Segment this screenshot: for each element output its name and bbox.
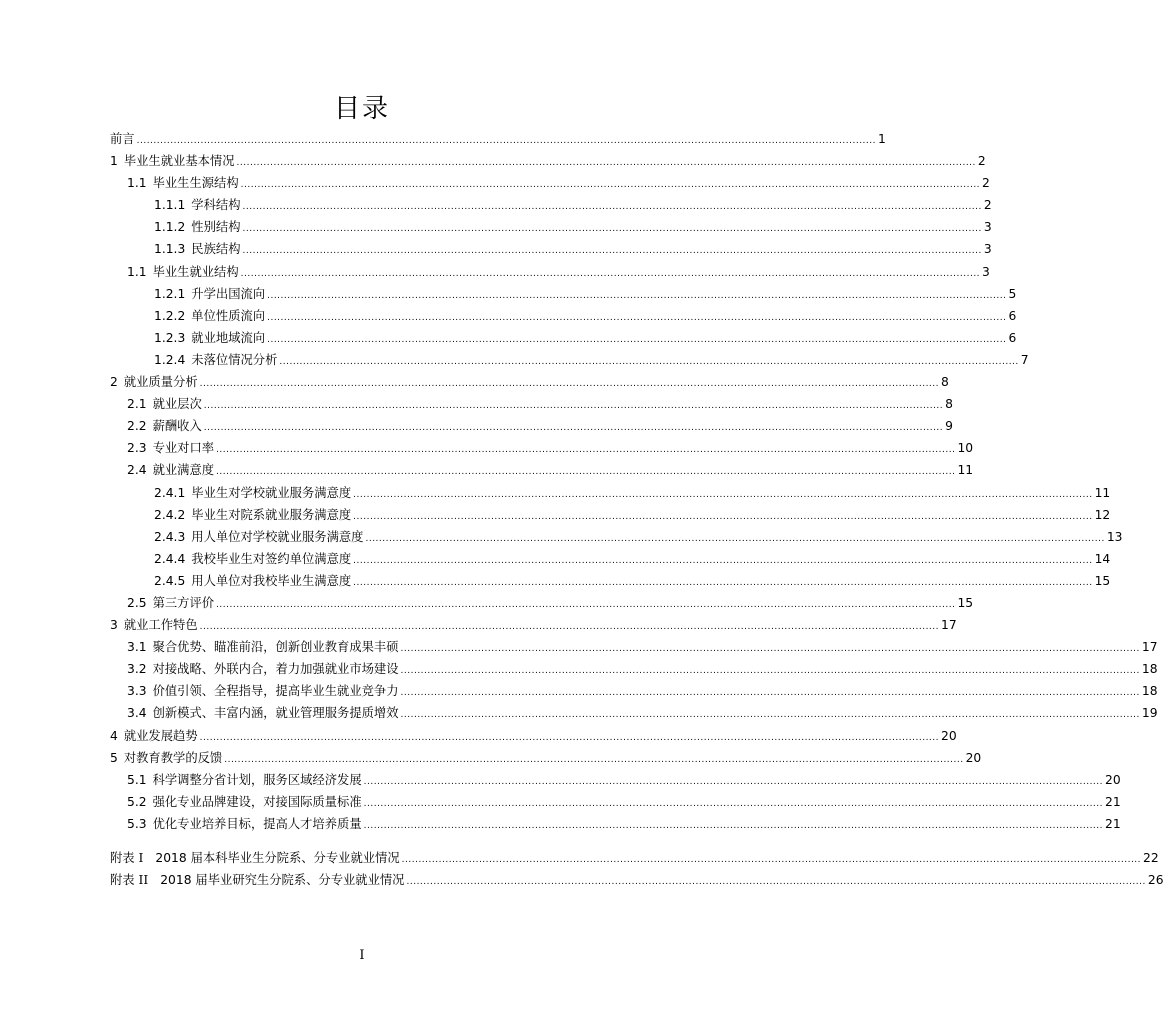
dot-leader: ............................................................................................................................................................................................................................ (224, 754, 964, 765)
toc-entry-number: 2.4 (127, 463, 147, 478)
dot-leader: ............................................................................................................................................................................................................................ (353, 577, 1093, 588)
toc-entry-title: 单位性质流向 (191, 308, 266, 323)
toc-entry-page: 18 (1141, 662, 1158, 677)
dot-leader: ............................................................................................................................................................................................................................ (406, 877, 1146, 888)
toc-entry[interactable] (110, 437, 974, 459)
toc-entry[interactable] (110, 371, 949, 393)
toc-entry-number: 2.4.3 (154, 529, 186, 544)
toc-entry[interactable] (110, 725, 957, 747)
toc-entry[interactable] (110, 570, 1111, 592)
toc-entry[interactable] (110, 482, 1111, 504)
toc-entry-number: 3 (110, 618, 118, 633)
toc-entry[interactable] (110, 349, 1029, 371)
dot-leader: ............................................................................................................................................................................................................................ (240, 268, 981, 279)
toc-entry-title: 毕业生对学校就业服务满意度 (191, 485, 352, 500)
toc-entry-page: 7 (1020, 352, 1029, 367)
dot-leader: ............................................................................................................................................................................................................................ (216, 599, 956, 610)
toc-entry-number: 2.4.2 (154, 507, 186, 522)
dot-leader: ............................................................................................................................................................................................................................ (203, 401, 944, 412)
dot-leader: ............................................................................................................................................................................................................................ (401, 855, 1142, 865)
toc-entry-number: 2 (110, 375, 118, 390)
toc-entry-page: 15 (1094, 573, 1111, 588)
toc-entry-page: 11 (957, 463, 974, 478)
dot-leader: ............................................................................................................................................................................................................................ (353, 555, 1093, 566)
toc-entry-page: 20 (965, 750, 982, 765)
toc-entry[interactable] (110, 813, 1121, 835)
toc-entry-number: 2.4.5 (154, 573, 186, 588)
dot-leader: ............................................................................................................................................................................................................................ (267, 290, 1007, 301)
toc-entry-number: 5.1 (127, 772, 147, 787)
toc-entry[interactable] (110, 216, 992, 238)
toc-entry[interactable] (110, 172, 990, 194)
toc-entry-page: 8 (941, 375, 949, 390)
toc-entry-page: 19 (1141, 706, 1158, 721)
dot-leader: ............................................................................................................................................................................................................................ (279, 356, 1019, 367)
dot-leader: ............................................................................................................................................................................................................................ (199, 732, 940, 743)
toc-entry-title: 毕业生就业基本情况 (123, 154, 235, 169)
toc-entry-title: 毕业生生源结构 (152, 176, 239, 191)
dot-leader: ............................................................................................................................................................................................................................ (353, 489, 1093, 500)
toc-entry[interactable] (110, 415, 953, 437)
toc-entry-title: 就业满意度 (152, 463, 215, 478)
toc-entry[interactable] (110, 305, 1017, 327)
toc-entry-page: 2 (977, 154, 986, 169)
toc-entry[interactable] (110, 393, 953, 415)
toc-entry[interactable] (110, 769, 1121, 791)
toc-entry-page: 6 (1008, 308, 1017, 323)
toc-entry-page: 2 (982, 176, 990, 191)
toc-entry-title: 第三方评价 (152, 595, 215, 610)
toc-entry-title: 对教育教学的反馈 (123, 750, 223, 765)
dot-leader: ............................................................................................................................................................................................................................ (400, 688, 1140, 699)
toc-entry-title: 薪酬收入 (152, 419, 202, 434)
dot-leader: ............................................................................................................................................................................................................................ (240, 180, 981, 191)
dot-leader: ............................................................................................................................................................................................................................ (363, 776, 1104, 787)
toc-entry-page: 21 (1105, 794, 1121, 809)
toc-entry-title: 聚合优势、瞄准前沿，创新创业教育成果丰硕 (152, 640, 399, 655)
toc-entry-number: 1.1 (127, 264, 147, 279)
dot-leader: ............................................................................................................................................................................................................................ (365, 533, 1105, 544)
toc-entry-number: 3.3 (127, 684, 147, 699)
toc-entry-title: 用人单位对学校就业服务满意度 (191, 529, 364, 544)
dot-leader: ............................................................................................................................................................................................................................ (199, 622, 940, 633)
toc-entry[interactable] (110, 791, 1121, 813)
toc-entry-title: 升学出国流向 (191, 286, 266, 301)
toc-entry[interactable] (110, 459, 974, 481)
toc-entry[interactable] (110, 194, 992, 216)
dot-leader: ............................................................................................................................................................................................................................ (199, 379, 940, 390)
toc-entry-number: 2.4.1 (154, 485, 186, 500)
dot-leader: ............................................................................................................................................................................................................................ (242, 202, 982, 213)
dot-leader: ............................................................................................................................................................................................................................ (353, 511, 1093, 522)
appendix-page: 22 (1143, 851, 1159, 865)
appendix-entry[interactable] (110, 847, 1159, 869)
toc-entry-number: 1.2.2 (154, 308, 186, 323)
toc-entry-page: 15 (957, 595, 974, 610)
toc-entry-number: 3.1 (127, 640, 147, 655)
toc-entry-title: 用人单位对我校毕业生满意度 (191, 573, 352, 588)
dot-leader: ............................................................................................................................................................................................................................ (242, 246, 982, 257)
dot-leader: ............................................................................................................................................................................................................................ (242, 224, 982, 235)
toc-entry[interactable] (110, 614, 957, 636)
toc-entry-page: 20 (1105, 772, 1121, 787)
toc-entry-title: 就业地域流向 (191, 330, 266, 345)
toc-entry-title: 就业质量分析 (123, 375, 198, 390)
dot-leader: ............................................................................................................................................................................................................................ (400, 666, 1140, 677)
toc-entry-page: 6 (1008, 330, 1017, 345)
dot-leader: ............................................................................................................................................................................................................................ (136, 136, 876, 146)
toc-entry-number: 1 (110, 154, 118, 169)
toc-entry-title: 科学调整分省计划，服务区域经济发展 (152, 772, 362, 787)
toc-entry-title: 优化专业培养目标，提高人才培养质量 (152, 816, 362, 831)
toc-entry-title: 毕业生对院系就业服务满意度 (191, 507, 352, 522)
toc-entry-number: 2.2 (127, 419, 147, 434)
toc-entry-title: 价值引领、全程指导，提高毕业生就业竞争力 (152, 684, 399, 699)
dot-leader: ............................................................................................................................................................................................................................ (363, 820, 1104, 831)
dot-leader: ............................................................................................................................................................................................................................ (203, 423, 944, 434)
toc-entry-number: 5 (110, 750, 118, 765)
toc-entry-title: 性别结构 (191, 220, 241, 235)
toc-entry-number: 5.3 (127, 816, 147, 831)
toc-entry[interactable] (110, 592, 974, 614)
toc-entry-number: 2.1 (127, 397, 147, 412)
toc-entry-page: 3 (982, 264, 990, 279)
toc-entry-title: 就业工作特色 (123, 618, 198, 633)
toc-entry-number: 3.2 (127, 662, 147, 677)
toc-entry-number: 2.3 (127, 441, 147, 456)
toc-entry-title: 未落位情况分析 (191, 352, 278, 367)
toc-entry-page: 12 (1094, 507, 1111, 522)
toc-entry[interactable] (110, 658, 1158, 680)
appendix-entry[interactable] (110, 869, 1164, 891)
dot-leader: ............................................................................................................................................................................................................................ (236, 158, 976, 169)
toc-entry[interactable] (110, 548, 1111, 570)
dot-leader: ............................................................................................................................................................................................................................ (216, 467, 956, 478)
toc-entry-number: 1.2.1 (154, 286, 186, 301)
toc-entry-title: 就业发展趋势 (123, 728, 198, 743)
toc-entry-page: 2 (983, 198, 992, 213)
toc-entry-number: 3.4 (127, 706, 147, 721)
dot-leader: ............................................................................................................................................................................................................................ (400, 644, 1140, 655)
toc-entry-number: 1.1.1 (154, 198, 186, 213)
toc-entry-number: 1.2.3 (154, 330, 186, 345)
toc-entry-page: 3 (983, 220, 992, 235)
appendix-page: 26 (1147, 873, 1164, 888)
toc-entry-page: 20 (941, 728, 957, 743)
appendix-prefix: 附表 II (110, 873, 149, 888)
toc-entry-page: 9 (945, 419, 953, 434)
dot-leader: ............................................................................................................................................................................................................................ (216, 445, 956, 456)
toc-entry-page: 10 (957, 441, 974, 456)
appendix-prefix: 附表 I (110, 851, 144, 865)
toc-entry-page: 1 (878, 132, 886, 146)
toc-entry[interactable] (110, 702, 1158, 724)
toc-entry-title: 学科结构 (191, 198, 241, 213)
toc-entry-title: 就业层次 (152, 397, 202, 412)
toc-entry-title: 专业对口率 (152, 441, 215, 456)
toc-entry-page: 14 (1094, 551, 1111, 566)
toc-entry-title: 民族结构 (191, 242, 241, 257)
dot-leader: ............................................................................................................................................................................................................................ (400, 710, 1140, 721)
toc-entry-page: 21 (1105, 816, 1121, 831)
dot-leader: ............................................................................................................................................................................................................................ (267, 312, 1007, 323)
toc-entry-page: 18 (1141, 684, 1158, 699)
toc-entry-number: 1.1.2 (154, 220, 186, 235)
toc-entry-page: 3 (983, 242, 992, 257)
toc-entry-number: 2.5 (127, 595, 147, 610)
toc-entry-page: 8 (945, 397, 953, 412)
dot-leader: ............................................................................................................................................................................................................................ (363, 798, 1104, 809)
toc-entry-title: 对接战略、外联内合，着力加强就业市场建设 (152, 662, 399, 677)
toc-entry-number: 1.2.4 (154, 352, 186, 367)
toc-entry-title: 毕业生就业结构 (152, 264, 239, 279)
toc-entry-number: 4 (110, 728, 118, 743)
toc-entry[interactable] (110, 238, 992, 260)
toc-entry[interactable] (110, 526, 1123, 548)
toc-entry[interactable] (110, 504, 1111, 526)
page-number: I (359, 948, 365, 963)
toc-entry-page: 17 (941, 618, 957, 633)
toc-entry[interactable] (110, 636, 1158, 658)
toc-entry[interactable] (110, 150, 986, 172)
toc-entry[interactable] (110, 327, 1017, 349)
toc-entry-title: 我校毕业生对签约单位满意度 (191, 551, 352, 566)
toc-entry-title: 前言 (110, 132, 135, 146)
toc-entry-page: 5 (1008, 286, 1017, 301)
appendix-title: 2018 届本科毕业生分院系、分专业就业情况 (155, 851, 400, 865)
table-of-contents (110, 128, 1164, 891)
toc-entry[interactable] (110, 283, 1017, 305)
toc-entry-page: 13 (1106, 529, 1123, 544)
page-title: 目录 (333, 94, 390, 124)
toc-entry-title: 创新模式、丰富内涵，就业管理服务提质增效 (152, 706, 399, 721)
toc-entry-page: 11 (1094, 485, 1111, 500)
dot-leader: ............................................................................................................................................................................................................................ (267, 334, 1007, 345)
toc-entry-number: 2.4.4 (154, 551, 186, 566)
appendix-title: 2018 届毕业研究生分院系、分专业就业情况 (160, 873, 405, 888)
toc-entry-number: 1.1.3 (154, 242, 186, 257)
toc-entry-number: 1.1 (127, 176, 147, 191)
toc-entry[interactable] (110, 128, 886, 150)
toc-entry-page: 17 (1141, 640, 1158, 655)
toc-entry[interactable] (110, 680, 1158, 702)
toc-entry[interactable] (110, 261, 990, 283)
toc-entry-number: 5.2 (127, 794, 147, 809)
toc-entry[interactable] (110, 747, 982, 769)
toc-entry-title: 强化专业品牌建设，对接国际质量标准 (152, 794, 362, 809)
